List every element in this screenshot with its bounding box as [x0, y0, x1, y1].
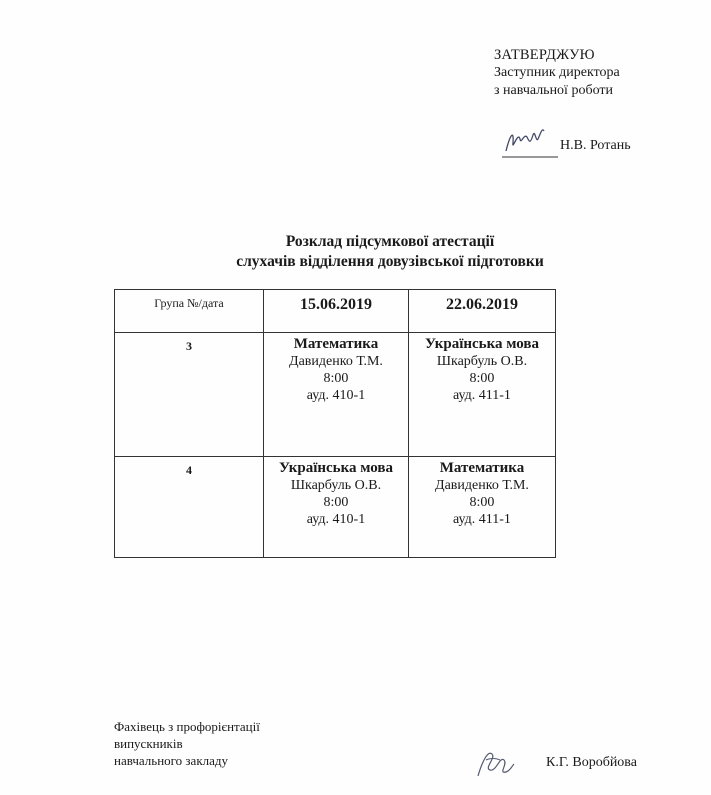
time: 8:00: [469, 371, 495, 386]
footer-position-line3: навчального закладу: [114, 753, 229, 768]
teacher: Шкарбуль О.В.: [436, 354, 528, 369]
approval-position-line1: Заступник директора: [494, 65, 620, 80]
approval-block: [494, 46, 620, 100]
subject: Українська мова: [278, 460, 394, 476]
title-line1: Розклад підсумкової атестації: [285, 233, 495, 250]
schedule-cell: [264, 457, 409, 558]
room: ауд. 411-1: [453, 388, 511, 403]
page-title: [150, 232, 630, 272]
footer-name: К.Г. Воробйова: [546, 755, 637, 770]
approval-position-line2: з навчальної роботи: [494, 83, 613, 98]
subject: Математика: [293, 336, 379, 352]
schedule-cell: [409, 333, 556, 457]
time: 8:00: [469, 495, 495, 510]
schedule-cell: [264, 333, 409, 457]
table-row: [115, 457, 556, 558]
time: 8:00: [323, 495, 349, 510]
title-line2: слухачів відділення довузівської підготовки: [236, 253, 544, 270]
header-date-1: 15.06.2019: [264, 290, 409, 333]
teacher: Давиденко Т.М.: [289, 354, 383, 369]
teacher: Шкарбуль О.В.: [290, 478, 382, 493]
group-cell: 3: [115, 333, 264, 457]
subject: Математика: [439, 460, 525, 476]
schedule-table: [114, 289, 556, 558]
specialist-signature: [470, 742, 518, 787]
table-header-row: [115, 290, 556, 333]
subject: Українська мова: [424, 336, 540, 352]
schedule-cell: [409, 457, 556, 558]
footer-position: [114, 718, 260, 769]
approval-heading: ЗАТВЕРДЖУЮ: [494, 47, 595, 63]
room: ауд. 410-1: [306, 388, 366, 403]
approval-signatory: Н.В. Ротань: [560, 138, 631, 153]
header-label: Група №/дата: [115, 290, 264, 333]
group-cell: 4: [115, 457, 264, 558]
time: 8:00: [323, 371, 349, 386]
room: ауд. 410-1: [306, 512, 366, 527]
footer-position-line1: Фахівець з профорієнтації: [114, 719, 260, 734]
teacher: Давиденко Т.М.: [435, 478, 529, 493]
footer-position-line2: випускників: [114, 736, 183, 751]
room: ауд. 411-1: [453, 512, 511, 527]
director-signature: [500, 121, 558, 157]
table-row: [115, 333, 556, 457]
header-date-2: 22.06.2019: [409, 290, 556, 333]
